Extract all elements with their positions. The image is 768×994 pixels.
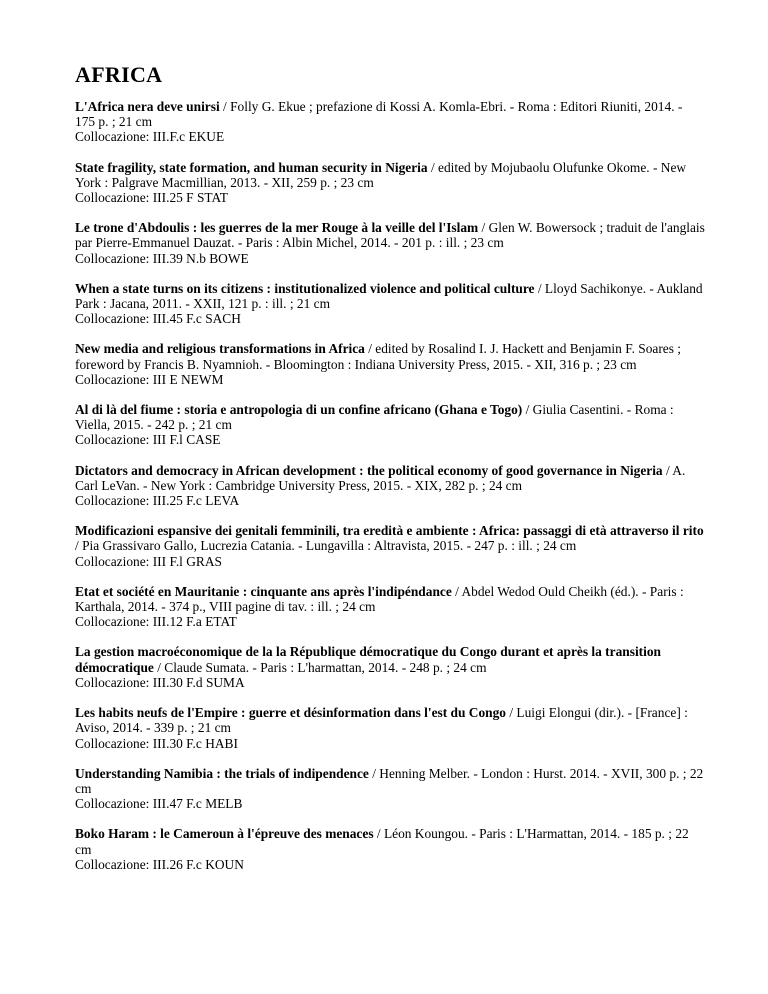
entry-title: Le trone d'Abdoulis : les guerres de la mer Rouge à la veille del l'Islam [75, 220, 479, 236]
entry-collocazione: Collocazione: III.12 F.a ETAT [75, 614, 237, 630]
entry-title: Modificazioni espansive dei genitali femminili, tra eredità e ambiente : Africa: passaggi di età attraverso il rito [75, 523, 704, 539]
entry-collocazione: Collocazione: III.25 F.c LEVA [75, 493, 240, 509]
entry-collocazione: Collocazione: III.39 N.b BOWE [75, 250, 249, 266]
catalog-entry [75, 160, 705, 206]
entry-title: Les habits neufs de l'Empire : guerre et désinformation dans l'est du Congo [75, 705, 507, 721]
entry-details: / edited by Mojubaolu Olufunke Okome. - New York : Palgrave Macmillian, 2013. - XII, 259 p. ; 23 cm [75, 159, 687, 190]
entry-title: Al di là del fiume : storia e antropologia di un confine africano (Ghana e Togo) [75, 402, 523, 418]
entry-details: / edited by Rosalind I. J. Hackett and Benjamin F. Soares ; foreword by Francis B. Nyamnioh. - Bloomington : Indiana University Press, 2015. - XII, 316 p. ; 23 cm [75, 341, 682, 372]
catalog-entry [75, 341, 705, 387]
entry-collocazione: Collocazione: III.30 F.d SUMA [75, 674, 245, 690]
entry-details: / Abdel Wedod Ould Cheikh (éd.). - Paris : Karthala, 2014. - 374 p., VIII pagine di tav. : ill. ; 24 cm [75, 583, 684, 615]
catalog-entry [75, 705, 705, 751]
entry-details: / Luigi Elongui (dir.). - [France] : Aviso, 2014. - 339 p. ; 21 cm [75, 705, 688, 736]
entry-collocazione: Collocazione: III.F.c EKUE [75, 129, 225, 145]
entry-details: / A. Carl LeVan. - New York : Cambridge University Press, 2015. - XIX, 282 p. ; 24 cm [75, 462, 686, 493]
catalog-entry [75, 826, 705, 872]
entry-details: / Pia Grassivaro Gallo, Lucrezia Catania. - Lungavilla : Altravista, 2015. - 247 p. : ill. ; 24 cm [75, 538, 577, 554]
entry-collocazione: Collocazione: III.45 F.c SACH [75, 311, 241, 327]
entry-title: When a state turns on its citizens : institutionalized violence and political culture [75, 280, 535, 296]
entry-title: L'Africa nera deve unirsi [75, 99, 220, 114]
entry-title: New media and religious transformations in Africa [75, 341, 365, 357]
entry-collocazione: Collocazione: III E NEWM [75, 371, 224, 387]
entry-collocazione: Collocazione: III.30 F.c HABI [75, 735, 238, 751]
catalog-entry [75, 402, 705, 448]
entry-title: Understanding Namibia : the trials of indipendence [75, 765, 369, 781]
entry-details: / Claude Sumata. - Paris : L'harmattan, 2014. - 248 p. ; 24 cm [153, 659, 487, 675]
entry-collocazione: Collocazione: III.25 F STAT [75, 190, 228, 206]
entry-details: / Giulia Casentini. - Roma : Viella, 2015. - 242 p. ; 21 cm [75, 402, 674, 433]
entry-details: / Glen W. Bowersock ; traduit de l'anglais par Pierre-Emmanuel Dauzat. - Paris : Albin Michel, 2014. - 201 p. : ill. ; 23 cm [75, 220, 705, 251]
entry-title: Dictators and democracy in African development : the political economy of good governance in Nigeria [75, 462, 663, 478]
catalog-entry [75, 523, 705, 569]
entry-collocazione: Collocazione: III.26 F.c KOUN [75, 856, 244, 872]
entry-collocazione: Collocazione: III.47 F.c MELB [75, 796, 243, 812]
entry-collocazione: Collocazione: III F.l GRAS [75, 553, 222, 569]
document-page [75, 62, 705, 887]
entry-title: Etat et société en Mauritanie : cinquante ans après l'indipéndance [75, 583, 452, 599]
catalog-entry [75, 584, 705, 630]
entry-details: / Léon Koungou. - Paris : L'Harmattan, 2014. - 185 p. ; 22 cm [75, 826, 689, 857]
catalog-entry [75, 99, 705, 145]
entry-collocazione: Collocazione: III F.l CASE [75, 432, 221, 448]
entry-details: / Henning Melber. - London : Hurst. 2014. - XVII, 300 p. ; 22 cm [75, 765, 704, 796]
entry-details: / Lloyd Sachikonye. - Aukland Park : Jacana, 2011. - XXII, 121 p. : ill. ; 21 cm [75, 280, 703, 312]
catalog-entry [75, 463, 705, 509]
entry-title: State fragility, state formation, and human security in Nigeria [75, 159, 428, 175]
entry-details: / Folly G. Ekue ; prefazione di Kossi A. Komla-Ebri. - Roma : Editori Riuniti, 2014. - 175 p. ; 21 cm [75, 99, 683, 130]
catalog-entry [75, 281, 705, 327]
section-heading: AFRICA [75, 62, 163, 87]
catalog-entry [75, 220, 705, 266]
catalog-entry [75, 766, 705, 812]
entry-title: La gestion macroéconomique de la la République démocratique du Congo durant et après la transition démocratique [75, 644, 661, 675]
entry-title: Boko Haram : le Cameroun à l'épreuve des menaces [75, 826, 374, 842]
catalog-entry [75, 644, 705, 690]
